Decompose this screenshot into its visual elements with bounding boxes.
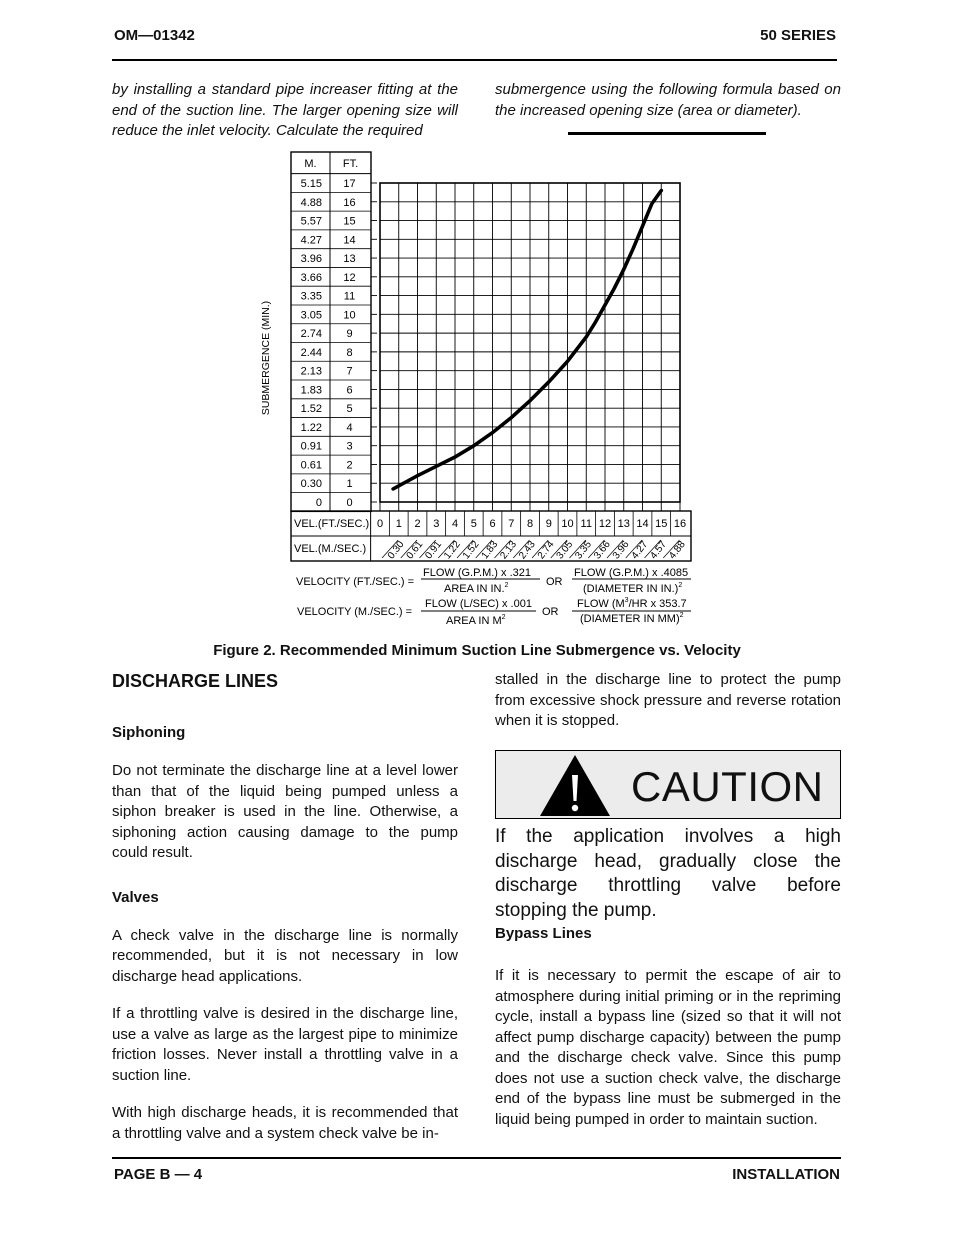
valves-heading: Valves <box>112 888 159 906</box>
x-tick-label-ft: 10 <box>561 518 574 530</box>
valves-paragraph-3: With high discharge heads, it is recommended that a throttling valve and a system check valve be in- <box>112 1104 458 1142</box>
y-tick-label-ft: 11 <box>343 290 356 303</box>
y-tick-label-m: 3.96 <box>300 253 322 266</box>
y-tick-label-ft: 1 <box>346 478 353 491</box>
x-tick-label-m: 4.57 <box>648 539 669 562</box>
siphoning-heading: Siphoning <box>112 724 186 741</box>
formula-m-or: OR <box>542 606 559 618</box>
x-tick-label-m: 2.74 <box>535 539 557 562</box>
bypass-lines-heading: Bypass Lines <box>495 925 592 942</box>
y-tick-label-ft: 4 <box>346 421 353 434</box>
document-number: OM—01342 <box>114 27 195 44</box>
y-tick-label-m: 3.05 <box>300 309 322 322</box>
x-tick-label-ft: 13 <box>617 518 630 530</box>
x-tick-label-ft: 3 <box>433 518 440 530</box>
y-tick-label-m: 2.44 <box>300 346 322 359</box>
x-tick-label-m: 1.52 <box>460 539 482 562</box>
velocity-formula-m <box>297 597 691 627</box>
y-tick-label-ft: 2 <box>346 459 353 472</box>
intro-left-text: by installing a standard pipe increaser fitting at the end of the suction line. The larger opening size will reduce the inlet velocity. Calculate the required <box>112 81 458 139</box>
x-tick-label-m: 0.61 <box>404 539 426 562</box>
left-column <box>112 671 458 1161</box>
y-tick-label-ft: 0 <box>346 497 353 509</box>
y-tick-label-m: 4.27 <box>300 234 322 247</box>
y-tick-label-m: 3.35 <box>300 290 322 303</box>
continued-text: stalled in the discharge line to protect the pump from excessive shock pressure and reverse rotation when it is stopped. <box>495 671 841 729</box>
formula-ft-lhs: VELOCITY (FT./SEC.) = <box>296 576 415 588</box>
series-title: 50 SERIES <box>760 27 836 44</box>
y-tick-label-m: 1.83 <box>300 384 322 397</box>
y-tick-label-ft: 7 <box>346 365 353 378</box>
y-tick-label-m: 4.88 <box>300 196 322 209</box>
y-tick-label-ft: 17 <box>343 178 356 190</box>
x-tick-label-ft: 1 <box>395 518 402 530</box>
y-tick-label-m: 0 <box>315 497 322 509</box>
x-tick-label-ft: 7 <box>508 518 515 530</box>
x-tick-label-m: 2.13 <box>498 539 519 562</box>
x-tick-label-m: 4.88 <box>667 539 688 562</box>
section-name: INSTALLATION <box>732 1166 840 1183</box>
y-tick-label-ft: 14 <box>343 234 356 247</box>
x-row-label-ft: VEL.(FT./SEC.) <box>294 518 370 530</box>
y-tick-label-m: 0.30 <box>300 478 322 491</box>
y-tick-label-m: 3.66 <box>300 271 322 284</box>
intro-right-text: submergence using the following formula based on the increased opening size (area or diameter). <box>495 81 841 119</box>
x-tick-label-m: 1.83 <box>479 539 501 562</box>
x-tick-label-m: 0.91 <box>423 539 444 562</box>
formula-ft-numerator-1: FLOW (G.P.M.) x .321 <box>423 567 531 579</box>
x-tick-label-ft: 15 <box>655 518 668 530</box>
formula-m-denominator-1: AREA IN $M^2$ <box>446 614 506 627</box>
y-tick-label-ft: 15 <box>343 215 356 228</box>
formula-m-numerator-2: FLOW ($M^3/HR$ x 353.7 <box>577 597 687 610</box>
x-tick-label-ft: 6 <box>489 518 496 530</box>
x-tick-label-ft: 11 <box>580 518 592 530</box>
formula-ft-or: OR <box>546 576 563 588</box>
chart-y-axis-label: SUBMERGENCE (MIN.) <box>260 300 272 416</box>
x-tick-label-m: 1.22 <box>442 539 463 562</box>
y-tick-label-ft: 5 <box>346 403 353 416</box>
y-tick-label-m: 5.15 <box>300 178 322 190</box>
warning-triangle-icon <box>538 753 612 817</box>
valves-paragraph-1: A check valve in the discharge line is normally recommended, but it is not necessary in low discharge head applications. <box>112 926 458 985</box>
x-tick-label-m: 2.43 <box>517 539 538 562</box>
footer-rule <box>112 1157 841 1159</box>
x-tick-label-m: 0.30 <box>385 539 407 562</box>
y-tick-label-ft: 9 <box>346 328 353 341</box>
velocity-formula-ft <box>296 567 691 595</box>
y-tick-label-m: 5.57 <box>300 215 322 228</box>
siphoning-text: Do not terminate the discharge line at a level lower than that of the liquid being pumped unless a siphon breaker is used in the line. Otherwise, a siphoning action causing damage to the pump could result. <box>112 762 458 861</box>
submergence-curve <box>393 191 661 489</box>
figure-caption: Figure 2. Recommended Minimum Suction Line Submergence vs. Velocity <box>213 642 741 659</box>
x-tick-label-ft: 16 <box>673 518 687 530</box>
discharge-lines-heading: DISCHARGE LINES <box>112 671 279 691</box>
y-tick-label-m: 1.22 <box>300 421 322 434</box>
valves-paragraph-2: If a throttling valve is desired in the discharge line, use a valve as large as the largest pipe to minimize friction losses. Never install a throttling valve in a suction line. <box>112 1005 458 1084</box>
x-tick-label-m: 4.27 <box>629 539 651 562</box>
y-table-header-ft: FT. <box>342 157 359 170</box>
y-tick-label-m: 0.61 <box>300 459 322 472</box>
x-row-label-m: VEL.(M./SEC.) <box>294 543 367 555</box>
x-tick-label-m: 3.66 <box>592 539 613 562</box>
formula-ft-denominator-2: (DIAMETER IN IN.)$^2$ <box>583 582 683 595</box>
y-tick-label-ft: 6 <box>346 384 353 397</box>
formula-m-denominator-2: (DIAMETER IN MM)$^2$ <box>580 612 684 625</box>
y-tick-label-m: 0.91 <box>300 440 322 453</box>
x-tick-label-m: 3.35 <box>573 539 594 562</box>
x-tick-label-ft: 4 <box>451 518 459 530</box>
caution-message: If the application involves a high discharge head, gradually close the discharge throttling valve before stopping the pump. <box>495 826 841 921</box>
x-tick-label-ft: 9 <box>545 518 552 530</box>
x-tick-label-ft: 5 <box>470 518 477 530</box>
bypass-lines-text: If it is necessary to permit the escape of air to atmosphere during initial priming or in the repriming cycle, install a bypass line (sized so that it will not affect pump discharge capacity) between the pump and the discharge check valve. Since this pump does not use a suction check valve, the discharge end of the bypass line must be submerged in the liquid being pumped in order to maintain suction. <box>495 967 841 1128</box>
y-tick-label-ft: 10 <box>343 309 356 322</box>
x-tick-label-m: 3.96 <box>610 539 632 562</box>
y-tick-label-m: 1.52 <box>300 403 322 416</box>
x-tick-label-m: 3.05 <box>554 539 576 562</box>
y-tick-label-ft: 12 <box>343 271 356 284</box>
y-tick-label-m: 2.74 <box>300 328 322 341</box>
x-tick-label-ft: 0 <box>376 518 384 530</box>
formula-m-lhs: VELOCITY (M./SEC.) = <box>297 606 413 618</box>
x-tick-label-ft: 2 <box>414 518 421 530</box>
x-tick-label-ft: 12 <box>598 518 612 530</box>
formula-ft-numerator-2: FLOW (G.P.M.) x .4085 <box>574 567 689 579</box>
y-tick-label-m: 2.13 <box>300 365 322 378</box>
page-number: PAGE B — 4 <box>114 1166 203 1183</box>
formula-m-numerator-1: FLOW (L/SEC) x .001 <box>425 598 532 610</box>
y-tick-label-ft: 3 <box>346 440 353 453</box>
y-tick-label-ft: 16 <box>343 196 356 209</box>
x-tick-label-ft: 14 <box>636 518 649 530</box>
caution-label: CAUTION <box>631 763 824 810</box>
x-tick-label-ft: 8 <box>526 518 534 530</box>
y-tick-label-ft: 13 <box>343 253 356 266</box>
caution-banner <box>495 750 841 819</box>
y-tick-label-ft: 8 <box>346 346 353 359</box>
formula-ft-denominator-1: AREA IN IN.$^2$ <box>444 582 509 595</box>
y-table-header-m: M. <box>304 157 317 170</box>
